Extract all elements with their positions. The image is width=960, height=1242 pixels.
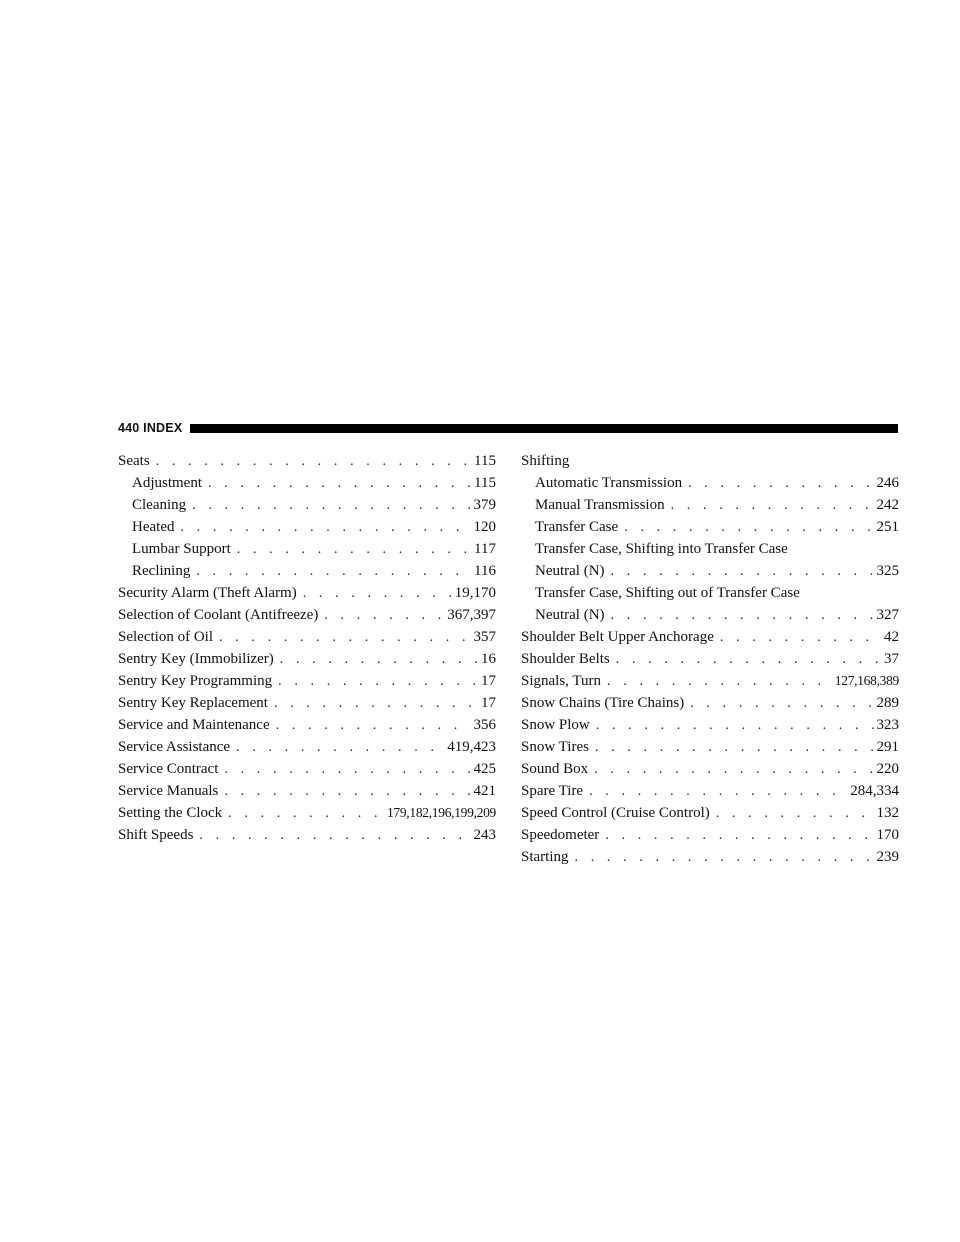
index-entry (118, 670, 496, 692)
index-term: Signals, Turn (521, 673, 602, 689)
index-entry (521, 714, 899, 736)
index-entry (118, 450, 496, 472)
dot-leader (595, 737, 874, 758)
index-entry (118, 604, 496, 626)
index-subentry (521, 494, 899, 516)
dot-leader (720, 627, 881, 648)
page-number-label (118, 421, 182, 435)
index-page-ref: 251 (876, 519, 899, 535)
index-term: Setting the Clock (118, 805, 223, 821)
index-entry (118, 692, 496, 714)
index-page-ref: 246 (876, 475, 899, 491)
index-term: Automatic Transmission (535, 475, 683, 491)
index-subentry (118, 538, 496, 560)
index-page-ref: 242 (876, 497, 899, 513)
index-page-ref: 367,397 (447, 607, 496, 623)
dot-leader (192, 495, 470, 516)
index-term: Shoulder Belt Upper Anchorage (521, 629, 714, 645)
index-page-ref: 325 (876, 563, 899, 579)
index-term: Service and Maintenance (118, 717, 270, 733)
index-page-ref: 127,168,389 (834, 673, 899, 688)
index-term: Sound Box (521, 761, 589, 777)
index-term: Service Assistance (118, 739, 231, 755)
index-term: Adjustment (132, 475, 202, 491)
index-subentry (118, 494, 496, 516)
index-term: Service Contract (118, 761, 219, 777)
dot-leader (605, 825, 873, 846)
index-page-ref: 132 (876, 805, 899, 821)
index-entry (521, 626, 899, 648)
index-entry (521, 670, 899, 692)
index-subentry (118, 560, 496, 582)
index-term: Sentry Key Programming (118, 673, 273, 689)
index-term: Speedometer (521, 827, 600, 843)
index-term: Snow Plow (521, 717, 590, 733)
index-subentry (521, 582, 899, 604)
index-term: Sentry Key (Immobilizer) (118, 651, 274, 667)
index-page-ref: 357 (473, 629, 496, 645)
page-header (118, 418, 898, 438)
index-term: Transfer Case (535, 519, 619, 535)
index-term: Shoulder Belts (521, 651, 610, 667)
index-term: Starting (521, 849, 569, 865)
index-page-ref: 425 (473, 761, 496, 777)
index-page-ref: 421 (473, 783, 496, 799)
dot-leader (616, 649, 881, 670)
index-entry (118, 626, 496, 648)
index-entry (521, 450, 899, 472)
index-page-ref: 356 (473, 717, 496, 733)
index-entry (521, 758, 899, 780)
index-page-ref: 115 (474, 453, 496, 469)
index-term: Snow Tires (521, 739, 589, 755)
index-term: Service Manuals (118, 783, 219, 799)
index-page-ref: 220 (876, 761, 899, 777)
index-subentry (521, 472, 899, 494)
dot-leader (208, 473, 471, 494)
index-term: Seats (118, 453, 150, 469)
dot-leader (199, 825, 470, 846)
index-term: Security Alarm (Theft Alarm) (118, 585, 297, 601)
dot-leader (611, 605, 874, 626)
dot-leader (280, 649, 478, 670)
index-term: Selection of Coolant (Antifreeze) (118, 607, 319, 623)
dot-leader (237, 539, 471, 560)
index-subentry (118, 472, 496, 494)
section-title: INDEX (143, 421, 183, 435)
index-term: Transfer Case, Shifting into Transfer Case (535, 541, 788, 557)
dot-leader (594, 759, 873, 780)
dot-leader (156, 451, 471, 472)
index-entry (521, 692, 899, 714)
dot-leader (219, 627, 471, 648)
dot-leader (324, 605, 444, 626)
index-subentry (521, 560, 899, 582)
dot-leader (303, 583, 452, 604)
index-page-ref: 323 (876, 717, 899, 733)
dot-leader (236, 737, 444, 758)
dot-leader (688, 473, 873, 494)
dot-leader (274, 693, 478, 714)
index-column-left (118, 450, 496, 846)
index-term: Snow Chains (Tire Chains) (521, 695, 685, 711)
index-entry (118, 758, 496, 780)
index-entry (521, 846, 899, 868)
index-term: Sentry Key Replacement (118, 695, 268, 711)
page-number: 440 (118, 421, 140, 435)
dot-leader (224, 781, 470, 802)
index-term: Selection of Oil (118, 629, 213, 645)
index-page-ref: 419,423 (447, 739, 496, 755)
index-entry (521, 736, 899, 758)
index-subentry (521, 604, 899, 626)
index-entry (118, 648, 496, 670)
index-entry (118, 582, 496, 604)
index-entry (118, 780, 496, 802)
dot-leader (611, 561, 874, 582)
index-entry (521, 802, 899, 824)
index-page-ref: 116 (474, 563, 496, 579)
dot-leader (596, 715, 874, 736)
index-page-ref: 289 (876, 695, 899, 711)
index-entry (118, 802, 496, 824)
header-rule (190, 424, 898, 433)
index-entry (521, 780, 899, 802)
index-page-ref: 179,182,196,199,209 (386, 805, 496, 820)
index-subentry (118, 516, 496, 538)
index-page-ref: 291 (876, 739, 899, 755)
index-page-ref: 17 (481, 695, 496, 711)
dot-leader (607, 671, 832, 692)
index-entry (521, 824, 899, 846)
dot-leader (589, 781, 847, 802)
dot-leader (228, 803, 384, 824)
index-term: Reclining (132, 563, 191, 579)
dot-leader (196, 561, 471, 582)
index-term: Shifting (521, 453, 570, 469)
index-page-ref: 17 (481, 673, 496, 689)
index-entry (521, 648, 899, 670)
index-entry (118, 714, 496, 736)
index-page-ref: 284,334 (850, 783, 899, 799)
dot-leader (690, 693, 873, 714)
index-page-ref: 243 (473, 827, 496, 843)
dot-leader (575, 847, 874, 868)
index-column-right (521, 450, 899, 868)
index-page-ref: 42 (884, 629, 899, 645)
index-page-ref: 379 (473, 497, 496, 513)
index-term: Cleaning (132, 497, 187, 513)
index-subentry (521, 516, 899, 538)
index-term: Neutral (N) (535, 563, 605, 579)
dot-leader (278, 671, 478, 692)
index-page-ref: 37 (884, 651, 899, 667)
index-subentry (521, 538, 899, 560)
index-entry (118, 824, 496, 846)
index-term: Speed Control (Cruise Control) (521, 805, 710, 821)
index-page-ref: 120 (473, 519, 496, 535)
index-page-ref: 327 (876, 607, 899, 623)
index-term: Lumbar Support (132, 541, 231, 557)
index-page-ref: 115 (474, 475, 496, 491)
index-page-ref: 239 (876, 849, 899, 865)
index-page-ref: 117 (474, 541, 496, 557)
index-page-ref: 16 (481, 651, 496, 667)
index-term: Manual Transmission (535, 497, 665, 513)
dot-leader (671, 495, 874, 516)
dot-leader (276, 715, 471, 736)
dot-leader (180, 517, 470, 538)
index-term: Spare Tire (521, 783, 584, 799)
index-term: Transfer Case, Shifting out of Transfer Case (535, 585, 800, 601)
index-term: Heated (132, 519, 175, 535)
index-entry (118, 736, 496, 758)
index-page-ref: 170 (876, 827, 899, 843)
dot-leader (624, 517, 873, 538)
index-page-ref: 19,170 (454, 585, 496, 601)
dot-leader (716, 803, 874, 824)
index-term: Shift Speeds (118, 827, 194, 843)
index-term: Neutral (N) (535, 607, 605, 623)
dot-leader (224, 759, 470, 780)
